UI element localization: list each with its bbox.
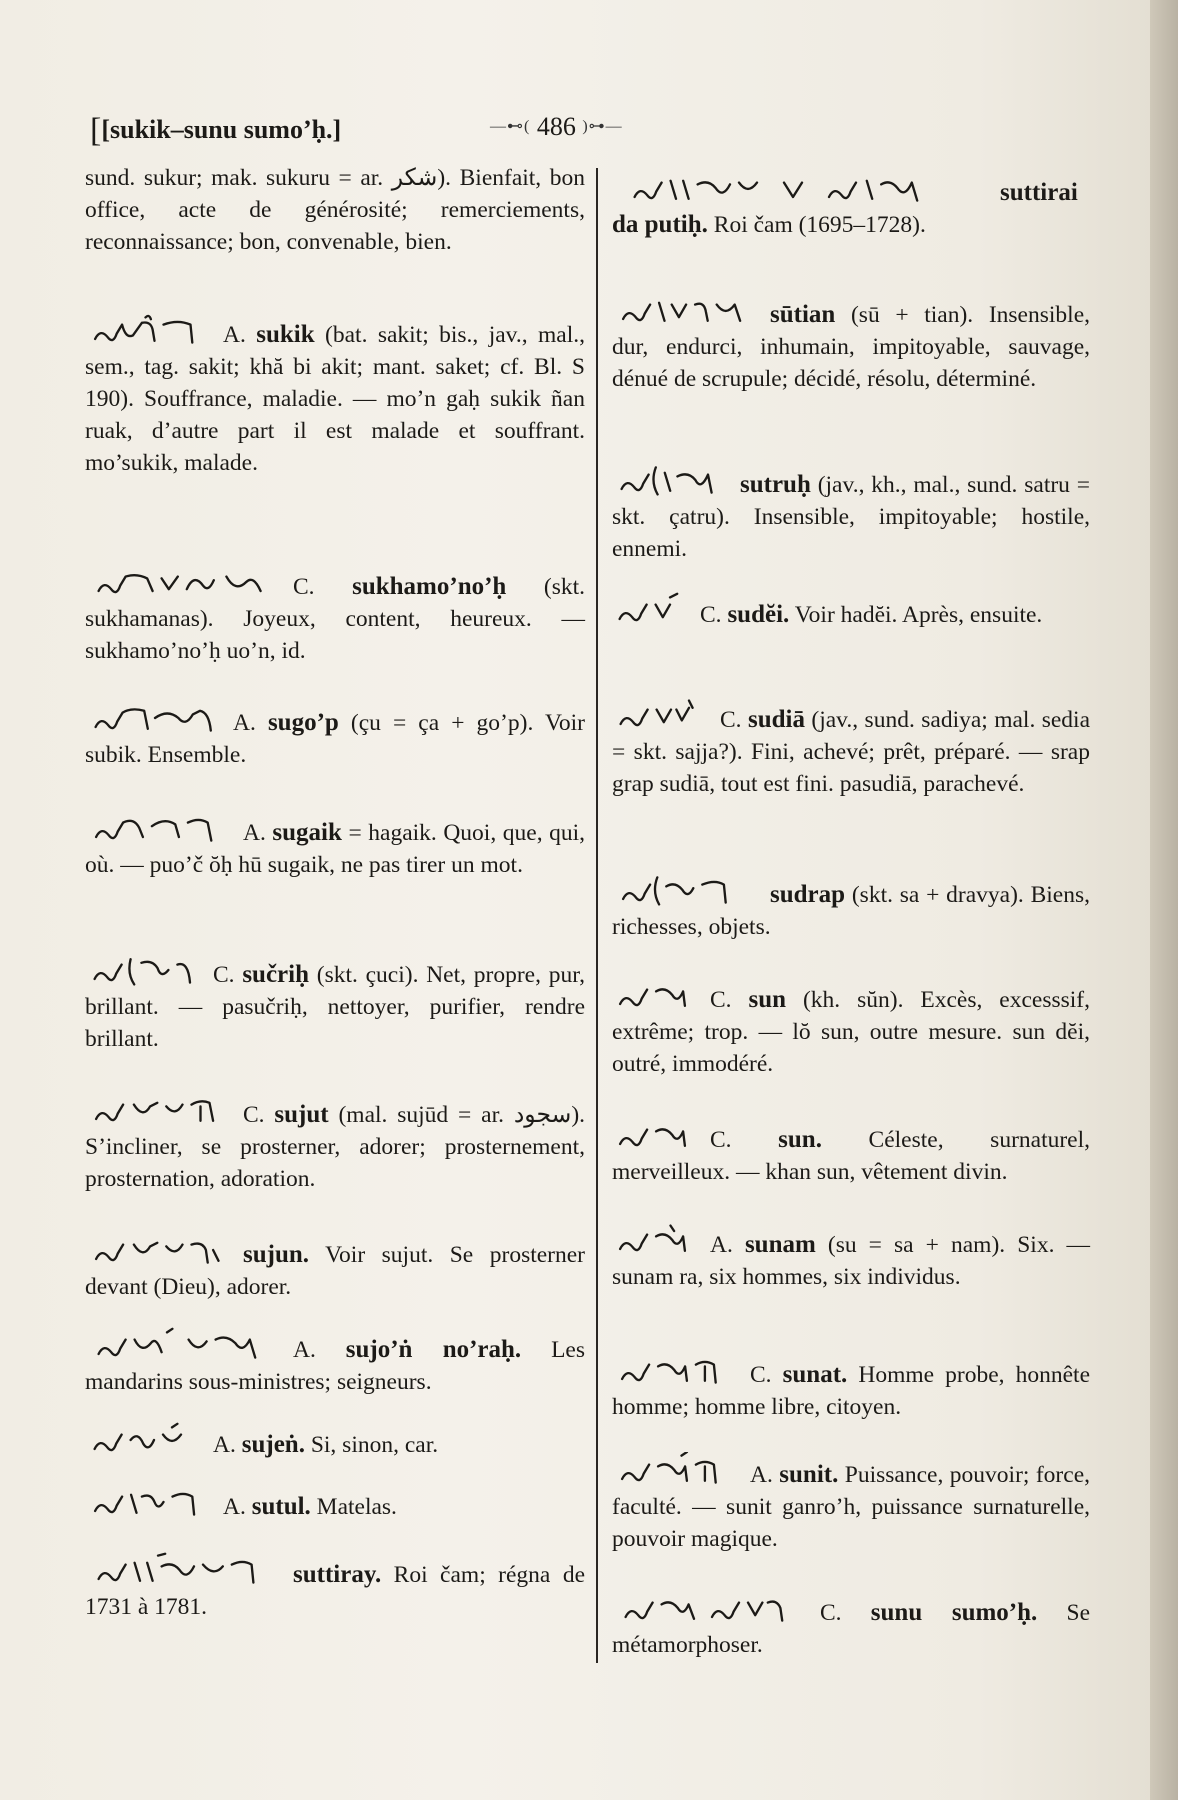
- cham-script-glyph: [85, 952, 205, 982]
- entry-text: (mal. sujūd = ar. سجود). S’incliner, se prosterner, adorer; prosternement, prosternation, adoration.: [85, 1102, 586, 1192]
- entry-text: (su = sa + nam). Six. — sunam ra, six hommes, six individus.: [612, 1232, 1091, 1290]
- dictionary-entry: [612, 977, 1090, 1080]
- entry-text: Si, sinon, car.: [310, 1432, 439, 1458]
- dictionary-entry: [85, 700, 585, 771]
- cham-script-glyph: [85, 312, 215, 342]
- dictionary-entry: [85, 810, 585, 881]
- entry-source-label: C.: [243, 1102, 265, 1128]
- entry-headword: sukhamo’no’ḥ: [352, 573, 507, 600]
- entry-headword: sujo’ṅ no’raḥ.: [345, 1336, 522, 1363]
- cham-script-glyph: [612, 592, 692, 622]
- entry-source-label: C.: [720, 707, 742, 733]
- dictionary-entry: [612, 872, 1090, 943]
- entry-text: (skt. çuci). Net, propre, pur, brillant. — pasučriḥ, nettoyer, purifier, rendre brillant.: [85, 962, 585, 1052]
- entry-source-label: A.: [293, 1337, 316, 1363]
- entry-text: (sū + tian). Insensible, dur, endurci, inhumain, impitoyable, sauvage, dénué de scrupule; décidé, résolu, déterminé.: [612, 302, 1090, 392]
- entry-headword: sudĕi.: [727, 601, 790, 628]
- entry-text: sund. sukur; mak. sukuru = ar. شكر). Bienfait, bon office, acte de générosité; remerciements, reconnaissance; bon, convenable, bien.: [85, 165, 585, 255]
- entry-text: Homme probe, honnête homme; homme libre, citoyen.: [612, 1362, 1091, 1420]
- dictionary-entry: [85, 1422, 585, 1461]
- dictionary-entry: [612, 697, 1090, 800]
- header-range: [[sukik–sunu sumo’ḥ.]: [90, 112, 342, 149]
- dictionary-entry: [85, 952, 585, 1055]
- entry-source-label: C.: [293, 574, 315, 600]
- page-edge: [1150, 0, 1178, 1800]
- entry-headword: sunam: [744, 1231, 816, 1258]
- entry-text: (skt. sukhamanas). Joyeux, content, heureux. — sukhamo’no’ḥ uo’n, id.: [85, 574, 586, 664]
- entry-text: Céleste, surnaturel, merveilleux. — khan sun, vêtement divin.: [612, 1127, 1091, 1185]
- dictionary-entry: [85, 1092, 585, 1195]
- entry-text: Voir sujut. Se prosterner devant (Dieu), adorer.: [85, 1242, 586, 1300]
- cham-script-glyph: [85, 700, 225, 730]
- cham-script-glyph: [85, 1484, 215, 1514]
- entry-headword: sujun.: [243, 1241, 310, 1268]
- entry-source-label: A.: [213, 1432, 236, 1458]
- entry-headword: sugo’p: [267, 709, 339, 736]
- entry-source-label: C.: [213, 962, 235, 988]
- dictionary-entry: [85, 564, 585, 667]
- entry-headword: sunit.: [779, 1461, 839, 1488]
- entry-text: Les mandarins sous-ministres; seigneurs.: [85, 1337, 586, 1395]
- entry-text: Voir hadĕi. Après, ensuite.: [794, 602, 1043, 628]
- entry-headword: sunat.: [782, 1361, 848, 1388]
- cham-script-glyph: [612, 1222, 702, 1252]
- entry-headword: sutruḥ: [740, 471, 811, 498]
- entry-headword: sugaik: [272, 819, 342, 846]
- cham-script-glyph: [612, 1452, 742, 1482]
- entry-source-label: C.: [750, 1362, 772, 1388]
- header-range-text: [sukik–sunu sumo’ḥ.]: [101, 115, 342, 144]
- cham-script-glyph: [85, 1422, 205, 1452]
- entry-source-label: C.: [710, 987, 732, 1013]
- ornament-right: )⊶—: [582, 118, 623, 135]
- entry-source-label: A.: [710, 1232, 733, 1258]
- entry-source-label: A.: [233, 710, 256, 736]
- entry-headword: sun: [748, 986, 787, 1013]
- cham-script-glyph: [85, 564, 285, 594]
- cham-script-glyph: [612, 170, 992, 200]
- entry-source-label: A.: [750, 1462, 773, 1488]
- cham-script-glyph: [612, 1117, 702, 1147]
- entry-text: (skt. sa + dravya). Biens, richesses, objets.: [612, 882, 1091, 940]
- cham-script-glyph: [85, 1327, 285, 1357]
- dictionary-entry: [612, 292, 1090, 395]
- entry-source-label: A.: [243, 820, 266, 846]
- entry-headword: sukik: [256, 321, 315, 348]
- dictionary-entry: [85, 1327, 585, 1398]
- cham-script-glyph: [612, 977, 702, 1007]
- entry-headword: suttiray.: [293, 1561, 382, 1588]
- entry-headword: sun.: [778, 1126, 822, 1153]
- cham-script-glyph: [612, 697, 712, 727]
- entry-source-label: C.: [700, 602, 722, 628]
- entry-headword: sujut: [274, 1101, 329, 1128]
- dictionary-entry: [612, 170, 1090, 241]
- dictionary-entry: [85, 1484, 585, 1523]
- entry-headword: sujeṅ.: [241, 1431, 305, 1458]
- cham-script-glyph: [85, 1552, 285, 1582]
- entry-headword: sudiā: [747, 706, 805, 733]
- column-divider: [596, 168, 598, 1663]
- entry-text: = hagaik. Quoi, que, qui, où. — puo’č ŏḥ hū sugaik, ne pas tirer un mot.: [85, 820, 586, 878]
- page-number: 486: [536, 112, 576, 141]
- dictionary-entry: [85, 312, 585, 479]
- cham-script-glyph: [85, 810, 235, 840]
- dictionary-entry: [612, 1452, 1090, 1555]
- dictionary-entry: [85, 162, 585, 258]
- entry-source-label: A.: [223, 322, 246, 348]
- dictionary-entry: [85, 1232, 585, 1303]
- ornament-left: —⊷(: [490, 118, 531, 135]
- entry-source-label: C.: [710, 1127, 732, 1153]
- cham-script-glyph: [612, 1352, 742, 1382]
- entry-text: Matelas.: [316, 1494, 397, 1520]
- cham-script-glyph: [85, 1092, 235, 1122]
- cham-script-glyph: [612, 462, 732, 492]
- entry-source-label: A.: [223, 1494, 246, 1520]
- entry-source-label: C.: [820, 1600, 842, 1626]
- dictionary-entry: [85, 1552, 585, 1623]
- entry-headword: sučriḥ: [242, 961, 309, 988]
- dictionary-entry: [612, 1222, 1090, 1293]
- cham-script-glyph: [612, 292, 762, 322]
- entry-text: (kh. sŭn). Excès, excesssif, extrême; trop. — lŏ sun, outre mesure. sun dĕi, outré, immodéré.: [612, 987, 1091, 1077]
- entry-text: Se métamorphoser.: [612, 1600, 1091, 1658]
- entry-text: (jav., sund. sadiya; mal. sedia = skt. sajja?). Fini, achevé; prêt, préparé. — srap grap sudiā, tout est fini. pasudiā, parachevé.: [612, 707, 1091, 797]
- dictionary-entry: [612, 1590, 1090, 1661]
- entry-headword: sudrap: [770, 881, 846, 908]
- entry-text: Roi čam (1695–1728).: [713, 212, 926, 238]
- entry-headword: sutul.: [251, 1493, 311, 1520]
- dictionary-entry: [612, 592, 1090, 631]
- dictionary-entry: [612, 1352, 1090, 1423]
- entry-text: (bat. sakit; bis., jav., mal., sem., tag. sakit; khă bi akit; mant. saket; cf. Bl. S 190). Souffrance, maladie. — mo’n gaḥ sukik ñan ruak, d’autre part il est malade et souffrant. mo’sukik, malade.: [85, 322, 586, 476]
- dictionary-entry: [612, 462, 1090, 565]
- entry-headword: sunu sumo’ḥ.: [870, 1599, 1038, 1626]
- entry-headword: suttirai da putiḥ.: [612, 179, 1078, 238]
- running-header: [90, 106, 1080, 156]
- dictionary-entry: [612, 1117, 1090, 1188]
- entry-text: Roi čam; régna de 1731 à 1781.: [85, 1562, 585, 1620]
- cham-script-glyph: [612, 872, 762, 902]
- cham-script-glyph: [612, 1590, 812, 1620]
- page-number-block: [490, 112, 623, 142]
- entry-headword: sūtian: [770, 301, 836, 328]
- entry-text: (çu = ça + go’p). Voir subik. Ensemble.: [85, 710, 586, 768]
- cham-script-glyph: [85, 1232, 235, 1262]
- entry-text: (jav., kh., mal., sund. satru = skt. çatru). Insensible, impitoyable; hostile, ennemi.: [612, 472, 1091, 562]
- entry-text: Puissance, pouvoir; force, faculté. — sunit ganro’h, puissance surnaturelle, pouvoir magique.: [612, 1462, 1090, 1552]
